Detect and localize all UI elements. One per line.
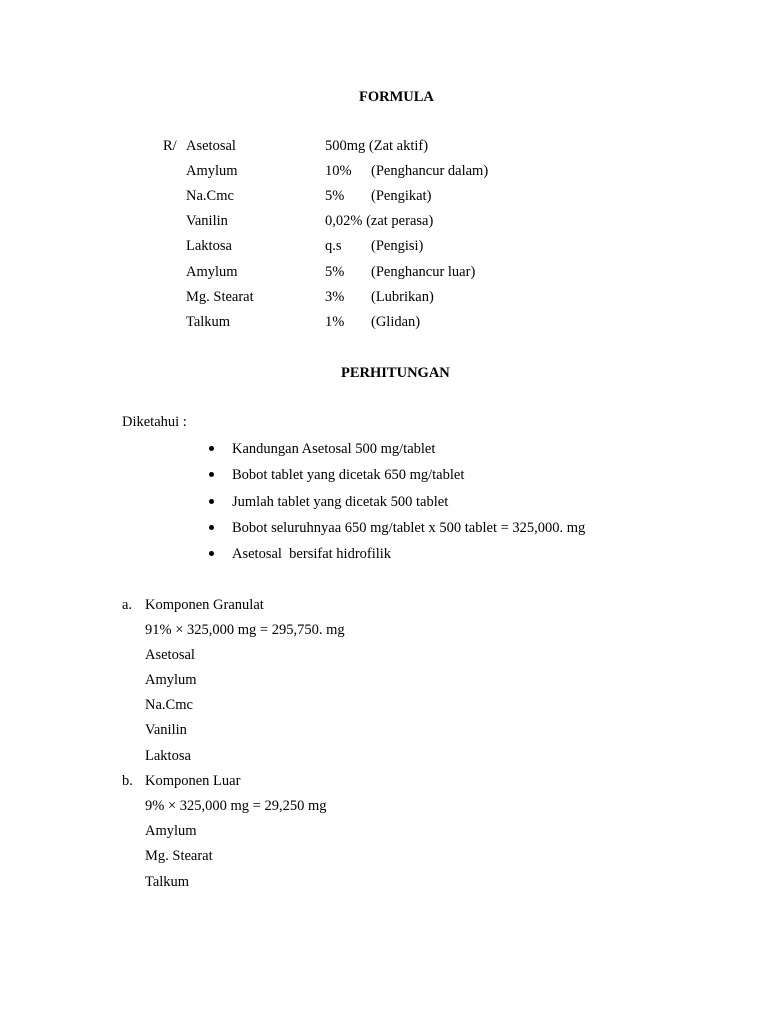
ingredient-role: (Pengisi) (371, 238, 424, 254)
ingredient-name: Amylum (186, 264, 238, 280)
bullet-icon (209, 472, 214, 477)
bullet-icon (209, 446, 214, 451)
formula-title: FORMULA (359, 89, 434, 105)
list-item-text: Bobot tablet yang dicetak 650 mg/tablet (232, 467, 465, 483)
component-item: Amylum (145, 823, 197, 839)
list-item-text: Bobot seluruhnyaa 650 mg/tablet x 500 tablet = 325,000. mg (232, 520, 586, 536)
calculation-line: 91% × 325,000 mg = 295,750. mg (145, 622, 345, 638)
formula-prefix: R/ (163, 138, 177, 154)
component-item: Talkum (145, 874, 190, 890)
section-marker: a. (122, 597, 133, 613)
section-title: Komponen Granulat (145, 597, 264, 613)
list-item-text: Jumlah tablet yang dicetak 500 tablet (232, 494, 449, 510)
ingredient-name: Laktosa (186, 238, 232, 254)
ingredient-name: Vanilin (186, 213, 228, 229)
ingredient-amount: 10% (325, 163, 352, 179)
ingredient-amount: 5% (325, 264, 345, 280)
ingredient-role: (Penghancur dalam) (371, 163, 489, 179)
component-item: Laktosa (145, 748, 191, 764)
ingredient-amount: 5% (325, 188, 345, 204)
ingredient-amount: 500mg (Zat aktif) (325, 138, 429, 154)
perhitungan-title: PERHITUNGAN (341, 365, 450, 381)
ingredient-amount: 0,02% (zat perasa) (325, 213, 434, 229)
diketahui-label: Diketahui : (122, 414, 187, 430)
ingredient-amount: 3% (325, 289, 345, 305)
list-item-text: Kandungan Asetosal 500 mg/tablet (232, 441, 436, 457)
section-marker: b. (122, 773, 133, 789)
ingredient-amount: q.s (325, 238, 342, 254)
list-item-text: Asetosal bersifat hidrofilik (232, 546, 392, 562)
component-item: Na.Cmc (145, 697, 193, 713)
component-item: Amylum (145, 672, 197, 688)
ingredient-role: (Pengikat) (371, 188, 432, 204)
ingredient-name: Mg. Stearat (186, 289, 254, 305)
ingredient-role: (Glidan) (371, 314, 421, 330)
ingredient-name: Talkum (186, 314, 231, 330)
bullet-icon (209, 551, 214, 556)
component-item: Vanilin (145, 722, 187, 738)
ingredient-role: (Penghancur luar) (371, 264, 476, 280)
bullet-icon (209, 525, 214, 530)
ingredient-name: Asetosal (186, 138, 236, 154)
ingredient-role: (Lubrikan) (371, 289, 434, 305)
component-item: Asetosal (145, 647, 195, 663)
section-title: Komponen Luar (145, 773, 241, 789)
ingredient-amount: 1% (325, 314, 345, 330)
ingredient-name: Amylum (186, 163, 238, 179)
calculation-line: 9% × 325,000 mg = 29,250 mg (145, 798, 327, 814)
bullet-icon (209, 499, 214, 504)
component-item: Mg. Stearat (145, 848, 213, 864)
ingredient-name: Na.Cmc (186, 188, 234, 204)
